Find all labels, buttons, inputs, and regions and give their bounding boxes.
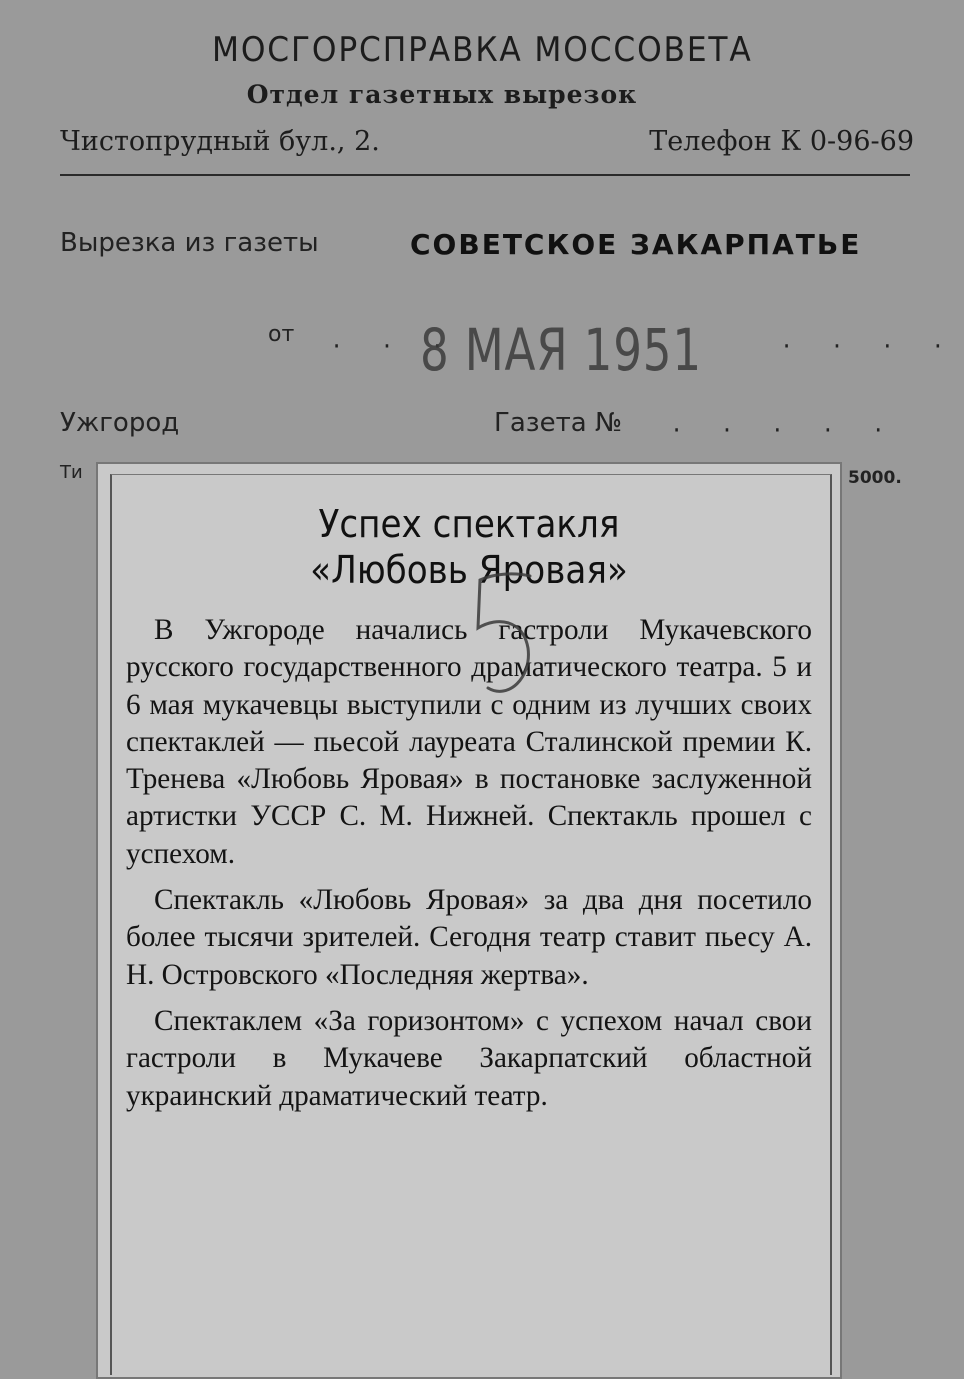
article-headline-line1: Успех спектакля	[318, 502, 620, 546]
city-name: Ужгород	[60, 408, 180, 438]
article-headline-line2: «Любовь Яровая»	[310, 548, 628, 592]
print-info-fragment-right: 5000.	[848, 468, 902, 488]
phone-text: Телефон К 0-96-69	[649, 126, 914, 157]
clipping-from-label: Вырезка из газеты	[60, 228, 319, 258]
date-fill-dots: · · ·	[330, 334, 457, 359]
organization-title: МОСГОРСПРАВКА МОССОВЕТА	[212, 30, 753, 70]
article-paragraph-3: Спектаклем «За горизонтом» с успехом начал свои гастроли в Мукачеве Закарпатский областной украинский драматический театр.	[126, 1004, 812, 1112]
print-info-fragment-left: Ти	[60, 462, 83, 483]
issue-number-label: Газета №	[494, 408, 622, 438]
newspaper-clipping	[96, 462, 842, 1379]
newspaper-name: СОВЕТСКОЕ ЗАКАРПАТЬЕ	[410, 228, 862, 261]
article-paragraph-1: В Ужгороде начались гастроли Мукачевского русского государственного драматического театра. 5 и 6 мая мукачевцы выступили с одним из лучших своих спектаклей — пьесой лауреата Сталинской премии К. Тренева «Любовь Яровая» в постановке заслуженной артистки УССР С. М. Нижней. Спектакль прошел с успехом.	[126, 614, 812, 870]
pencil-mark-5	[468, 568, 548, 718]
date-label: от	[268, 322, 295, 347]
date-fill-dots-trailing: · · · ·	[780, 334, 957, 359]
article-paragraph-2: Спектакль «Любовь Яровая» за два дня посетило более тысячи зрителей. Сегодня театр ставит пьесу А. Н. Островского «Последняя жертва».	[126, 884, 812, 991]
header-divider	[60, 174, 910, 176]
date-stamp: 8 МАЯ 1951	[420, 316, 702, 384]
issue-fill-dots: · · · · ·	[670, 418, 897, 443]
department-subtitle: Отдел газетных вырезок	[246, 80, 638, 109]
address-text: Чистопрудный бул., 2.	[60, 126, 380, 157]
